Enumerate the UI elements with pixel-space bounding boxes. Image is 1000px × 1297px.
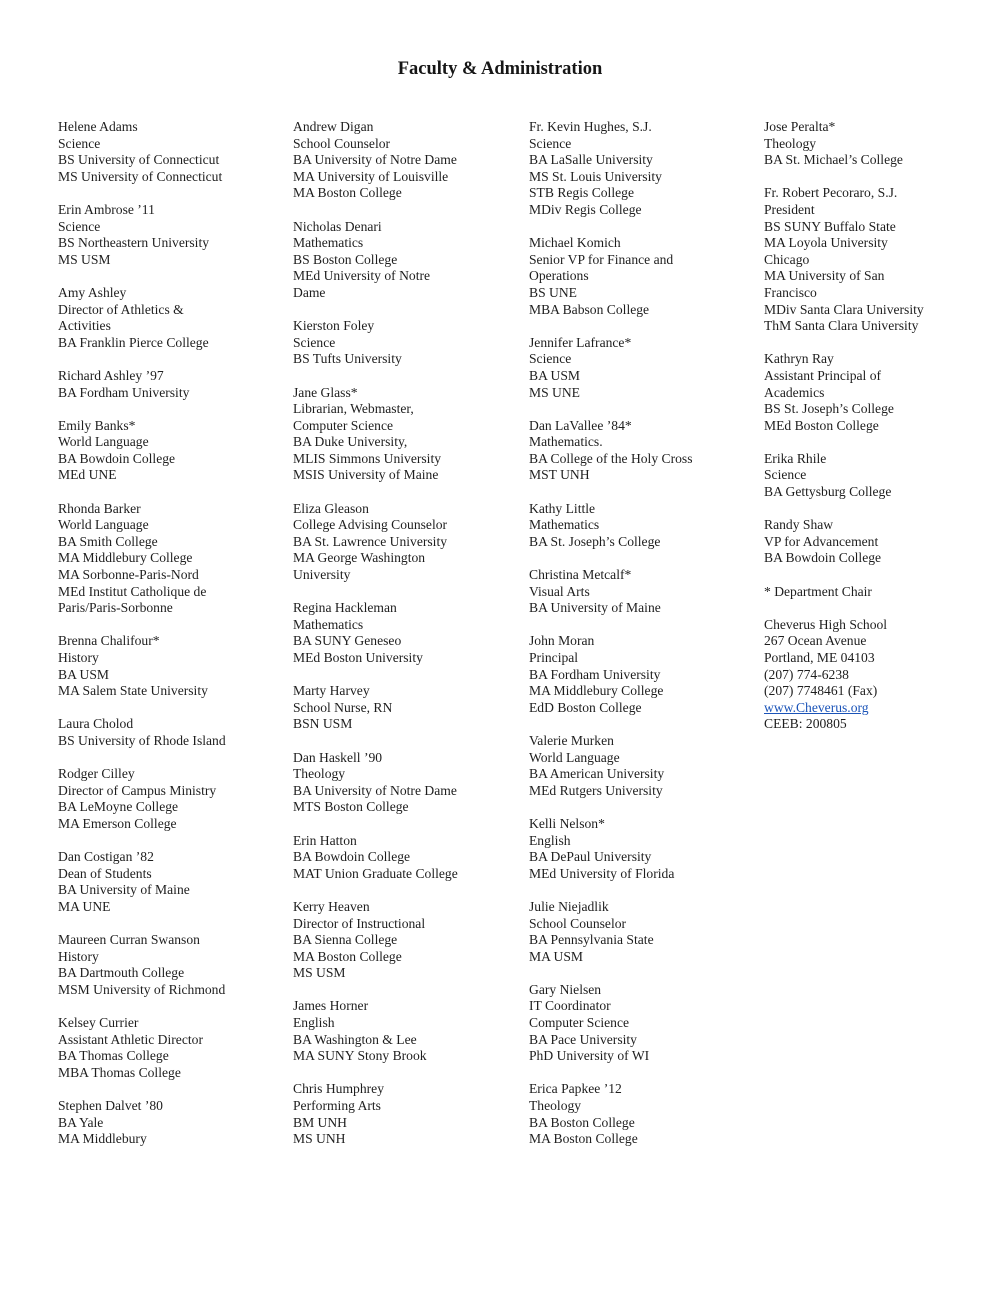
faculty-name: Andrew Digan: [293, 119, 374, 134]
school-fax: (207) 7748461 (Fax): [764, 683, 878, 699]
faculty-name: Kelli Nelson*: [529, 815, 605, 831]
faculty-entry: [764, 517, 989, 567]
faculty-entry: [58, 849, 283, 915]
faculty-detail: BA LeMoyne College: [58, 799, 179, 815]
faculty-detail: ThM Santa Clara University: [764, 318, 919, 334]
page-title: Faculty & Administration: [397, 59, 603, 79]
school-phone: (207) 774-6238: [764, 666, 849, 682]
faculty-name: Gary Nielsen: [529, 981, 602, 997]
faculty-detail: BA LaSalle University: [529, 152, 653, 168]
faculty-detail: School Counselor: [529, 915, 627, 931]
faculty-name: Kathryn Ray: [764, 351, 834, 367]
faculty-detail: BA Smith College: [58, 533, 158, 549]
faculty-detail: VP for Advancement: [764, 533, 879, 549]
faculty-name: Randy Shaw: [764, 517, 834, 533]
faculty-entry: [529, 119, 754, 219]
faculty-detail: Dame: [293, 284, 326, 300]
faculty-detail: Mathematics: [529, 517, 600, 533]
faculty-name: Christina Metcalf*: [529, 567, 632, 583]
faculty-detail: School Counselor: [293, 135, 391, 151]
faculty-detail: MBA Thomas College: [58, 1064, 181, 1080]
faculty-detail: English: [529, 832, 571, 848]
faculty-detail: Science: [293, 334, 336, 350]
faculty-name: Valerie Murken: [529, 732, 614, 748]
faculty-detail: Performing Arts: [293, 1098, 381, 1114]
faculty-name: Maureen Curran Swanson: [58, 932, 200, 948]
faculty-entry: [58, 716, 283, 749]
faculty-detail: MA Middlebury College: [529, 683, 664, 699]
faculty-entry: [293, 998, 518, 1064]
faculty-name: John Moran: [529, 633, 595, 649]
faculty-name: Emily Banks*: [58, 417, 136, 433]
faculty-entry: [58, 633, 283, 699]
faculty-name: Fr. Robert Pecoraro, S.J.: [764, 185, 898, 201]
faculty-detail: MA University of Louisville: [293, 168, 449, 184]
faculty-detail: Francisco: [764, 284, 817, 300]
faculty-entry: [293, 1081, 518, 1147]
faculty-entry: [529, 418, 754, 484]
faculty-column-4: [764, 119, 989, 733]
faculty-column-2: [293, 119, 518, 1164]
faculty-detail: BA SUNY Geneseo: [293, 633, 402, 649]
faculty-detail: MEd Boston University: [293, 650, 423, 665]
faculty-name: Regina Hackleman: [293, 600, 397, 616]
faculty-detail: BS University of Rhode Island: [58, 732, 226, 748]
faculty-detail: MS St. Louis University: [529, 168, 662, 184]
faculty-detail: World Language: [58, 434, 149, 450]
faculty-detail: BA Gettysburg College: [764, 484, 892, 500]
faculty-detail: Science: [529, 135, 572, 151]
faculty-name: Chris Humphrey: [293, 1081, 384, 1097]
faculty-detail: EdD Boston College: [529, 699, 642, 715]
faculty-detail: MA George Washington: [293, 550, 426, 566]
faculty-detail: MA Salem State University: [58, 683, 208, 699]
faculty-detail: MA USM: [529, 948, 584, 964]
faculty-name: Amy Ashley: [58, 284, 127, 300]
faculty-entry: [529, 816, 754, 882]
faculty-detail: Visual Arts: [529, 583, 590, 599]
faculty-name: Helene Adams: [58, 119, 138, 134]
faculty-detail: BSN USM: [293, 716, 353, 732]
faculty-detail: BS SUNY Buffalo State: [764, 218, 896, 234]
faculty-detail: Science: [58, 218, 101, 234]
faculty-detail: BA Duke University,: [293, 434, 408, 450]
faculty-name: Kierston Foley: [293, 318, 375, 334]
faculty-detail: MS UNH: [293, 1131, 346, 1147]
faculty-name: Dan LaVallee ’84*: [529, 417, 632, 433]
faculty-detail: Principal: [529, 650, 579, 665]
faculty-detail: Librarian, Webmaster,: [293, 401, 414, 417]
faculty-detail: BA University of Notre Dame: [293, 152, 457, 168]
faculty-entry: [58, 1015, 283, 1081]
faculty-detail: University: [293, 567, 351, 583]
faculty-detail: Computer Science: [529, 1015, 630, 1031]
faculty-entry: [529, 501, 754, 551]
faculty-detail: MA Loyola University: [764, 235, 888, 251]
faculty-entry: [293, 385, 518, 485]
faculty-detail: BA Franklin Pierce College: [58, 334, 209, 350]
faculty-detail: Director of Campus Ministry: [58, 782, 217, 798]
faculty-detail: BA Bowdoin College: [58, 450, 176, 466]
faculty-detail: Operations: [529, 268, 589, 284]
faculty-name: Erin Ambrose ’11: [58, 201, 155, 217]
faculty-detail: Chicago: [764, 251, 810, 267]
faculty-name: Erica Papkee ’12: [529, 1081, 622, 1097]
faculty-detail: IT Coordinator: [529, 998, 611, 1014]
faculty-detail: MA UNE: [58, 898, 111, 914]
faculty-detail: MDiv Santa Clara University: [764, 301, 924, 317]
faculty-entry: [58, 202, 283, 268]
faculty-entry: [764, 185, 989, 334]
faculty-detail: BS UNE: [529, 284, 577, 300]
school-contact-block: [764, 617, 989, 733]
faculty-detail: PhD University of WI: [529, 1048, 650, 1064]
faculty-detail: BA Bowdoin College: [764, 550, 882, 566]
faculty-name: Marty Harvey: [293, 683, 370, 699]
faculty-detail: Theology: [529, 1098, 582, 1114]
faculty-detail: STB Regis College: [529, 185, 634, 201]
faculty-entry: [58, 1098, 283, 1148]
faculty-detail: BA Boston College: [529, 1114, 635, 1130]
faculty-detail: MEd Boston College: [764, 417, 879, 433]
faculty-name: Julie Niejadlik: [529, 898, 609, 914]
faculty-entry: [293, 600, 518, 666]
faculty-name: Rhonda Barker: [58, 500, 141, 516]
faculty-detail: Paris/Paris-Sorbonne: [58, 600, 173, 616]
faculty-entry: [529, 1081, 754, 1147]
faculty-detail: MEd Institut Catholique de: [58, 583, 207, 599]
faculty-detail: MS University of Connecticut: [58, 168, 223, 184]
faculty-detail: MA SUNY Stony Brook: [293, 1048, 427, 1064]
faculty-entry: [529, 235, 754, 318]
faculty-detail: MA Emerson College: [58, 815, 177, 831]
website-link[interactable]: www.Cheverus.org: [764, 699, 869, 715]
faculty-detail: Science: [529, 351, 572, 367]
faculty-entry: [58, 119, 283, 185]
faculty-entry: [293, 683, 518, 733]
faculty-detail: MS UNE: [529, 384, 580, 400]
faculty-detail: School Nurse, RN: [293, 699, 393, 715]
faculty-name: Nicholas Denari: [293, 218, 382, 234]
faculty-name: Erin Hatton: [293, 832, 357, 848]
website-line: [764, 700, 989, 717]
faculty-detail: BA Fordham University: [58, 384, 190, 400]
faculty-detail: MTS Boston College: [293, 799, 409, 815]
faculty-entry: [293, 501, 518, 584]
school-ceeb: CEEB: 200805: [764, 716, 847, 732]
faculty-detail: BA USM: [58, 666, 109, 682]
faculty-detail: BA Yale: [58, 1114, 104, 1130]
faculty-entry: [58, 932, 283, 998]
faculty-entry: [58, 368, 283, 401]
faculty-detail: MSM University of Richmond: [58, 981, 226, 997]
faculty-detail: Activities: [58, 318, 111, 334]
faculty-detail: Theology: [293, 766, 346, 782]
faculty-detail: World Language: [58, 517, 149, 533]
faculty-detail: BA St. Joseph’s College: [529, 533, 661, 549]
faculty-detail: Dean of Students: [58, 865, 152, 881]
faculty-detail: BM UNH: [293, 1114, 348, 1130]
faculty-name: Richard Ashley ’97: [58, 367, 164, 383]
faculty-detail: BA Washington & Lee: [293, 1031, 417, 1047]
school-city: Portland, ME 04103: [764, 650, 875, 665]
faculty-detail: BA American University: [529, 766, 665, 782]
faculty-detail: Senior VP for Finance and: [529, 251, 674, 267]
faculty-detail: BA University of Maine: [58, 882, 190, 898]
faculty-detail: BS Northeastern University: [58, 235, 210, 251]
faculty-detail: BA St. Michael’s College: [764, 152, 903, 168]
faculty-detail: MLIS Simmons University: [293, 450, 442, 466]
faculty-detail: Director of Instructional: [293, 915, 426, 931]
faculty-entry: [58, 418, 283, 484]
faculty-detail: Science: [58, 135, 101, 151]
faculty-name: Rodger Cilley: [58, 766, 135, 782]
faculty-detail: Theology: [764, 135, 817, 151]
faculty-detail: MEd UNE: [58, 467, 117, 483]
faculty-entry: [58, 766, 283, 832]
faculty-detail: MA Sorbonne-Paris-Nord: [58, 567, 199, 583]
faculty-entry: [293, 750, 518, 816]
faculty-detail: Mathematics: [293, 616, 364, 632]
faculty-entry: [529, 733, 754, 799]
faculty-detail: MST UNH: [529, 467, 590, 483]
faculty-detail: Director of Athletics &: [58, 301, 184, 317]
faculty-detail: MBA Babson College: [529, 301, 650, 317]
faculty-entry: [764, 351, 989, 434]
faculty-detail: MA Boston College: [529, 1131, 638, 1147]
faculty-detail: BA Pace University: [529, 1031, 637, 1047]
faculty-detail: Academics: [764, 384, 825, 400]
school-name: Cheverus High School: [764, 616, 888, 632]
faculty-detail: MA Middlebury College: [58, 550, 193, 566]
faculty-detail: Assistant Athletic Director: [58, 1031, 203, 1047]
faculty-detail: MEd University of Florida: [529, 865, 675, 881]
faculty-name: Kathy Little: [529, 500, 596, 516]
faculty-entry: [293, 318, 518, 368]
faculty-entry: [529, 633, 754, 716]
faculty-detail: BA University of Notre Dame: [293, 782, 457, 798]
faculty-name: Laura Cholod: [58, 716, 134, 732]
faculty-name: Brenna Chalifour*: [58, 633, 160, 649]
faculty-name: Jose Peralta*: [764, 119, 836, 134]
faculty-detail: Computer Science: [293, 417, 394, 433]
faculty-column-3: [529, 119, 754, 1164]
faculty-entry: [293, 899, 518, 982]
faculty-name: Kerry Heaven: [293, 898, 370, 914]
faculty-entry: [529, 567, 754, 617]
faculty-detail: BA Bowdoin College: [293, 849, 411, 865]
faculty-entries: [764, 119, 989, 567]
faculty-entry: [529, 335, 754, 401]
faculty-detail: BS St. Joseph’s College: [764, 401, 894, 417]
faculty-detail: BA College of the Holy Cross: [529, 450, 693, 466]
faculty-name: Eliza Gleason: [293, 500, 369, 516]
faculty-detail: History: [58, 948, 99, 964]
faculty-entry: [529, 899, 754, 965]
faculty-name: Jane Glass*: [293, 384, 358, 400]
faculty-detail: BA Pennsylvania State: [529, 932, 654, 948]
faculty-detail: MDiv Regis College: [529, 201, 642, 217]
faculty-name: Fr. Kevin Hughes, S.J.: [529, 119, 652, 134]
faculty-detail: MEd Rutgers University: [529, 782, 663, 798]
faculty-detail: BS Tufts University: [293, 351, 402, 367]
faculty-detail: BA DePaul University: [529, 849, 652, 865]
faculty-detail: BS Boston College: [293, 251, 398, 267]
faculty-entry: [293, 833, 518, 883]
faculty-detail: MA Boston College: [293, 948, 402, 964]
faculty-detail: MAT Union Graduate College: [293, 865, 458, 881]
faculty-detail: MEd University of Notre: [293, 268, 431, 284]
faculty-detail: BA Dartmouth College: [58, 965, 185, 981]
faculty-name: Dan Costigan ’82: [58, 849, 154, 865]
faculty-detail: Mathematics.: [529, 434, 603, 450]
faculty-entry: [293, 119, 518, 202]
faculty-name: Erika Rhile: [764, 450, 827, 466]
faculty-entry: [764, 451, 989, 501]
faculty-detail: BA Sienna College: [293, 932, 398, 948]
faculty-name: Michael Komich: [529, 235, 621, 251]
school-street: 267 Ocean Avenue: [764, 633, 867, 649]
faculty-detail: BA University of Maine: [529, 600, 661, 616]
faculty-entry: [529, 982, 754, 1065]
faculty-entry: [764, 119, 989, 169]
faculty-detail: BS University of Connecticut: [58, 152, 220, 168]
faculty-detail: President: [764, 201, 815, 217]
faculty-name: Stephen Dalvet ’80: [58, 1098, 163, 1114]
faculty-column-1: [58, 119, 283, 1164]
faculty-detail: History: [58, 650, 99, 665]
faculty-detail: MA Boston College: [293, 185, 402, 201]
faculty-entry: [293, 219, 518, 302]
faculty-detail: Mathematics: [293, 235, 364, 251]
department-chair-footnote: * Department Chair: [764, 583, 872, 599]
faculty-name: Jennifer Lafrance*: [529, 334, 632, 350]
faculty-detail: College Advising Counselor: [293, 517, 448, 533]
faculty-detail: MS USM: [293, 965, 346, 981]
faculty-detail: MSIS University of Maine: [293, 467, 439, 483]
faculty-detail: Science: [764, 467, 807, 483]
faculty-name: James Horner: [293, 998, 369, 1014]
faculty-entry: [58, 285, 283, 351]
faculty-detail: Assistant Principal of: [764, 367, 882, 383]
faculty-entry: [58, 501, 283, 617]
faculty-detail: World Language: [529, 749, 620, 765]
faculty-detail: BA St. Lawrence University: [293, 533, 448, 549]
faculty-name: Kelsey Currier: [58, 1015, 139, 1031]
faculty-detail: MS USM: [58, 251, 111, 267]
faculty-name: Dan Haskell ’90: [293, 749, 383, 765]
faculty-detail: BA Thomas College: [58, 1048, 169, 1064]
faculty-detail: MA University of San: [764, 268, 885, 284]
faculty-detail: BA Fordham University: [529, 666, 661, 682]
faculty-detail: BA USM: [529, 367, 580, 383]
faculty-detail: MA Middlebury: [58, 1131, 147, 1147]
faculty-detail: English: [293, 1015, 335, 1031]
